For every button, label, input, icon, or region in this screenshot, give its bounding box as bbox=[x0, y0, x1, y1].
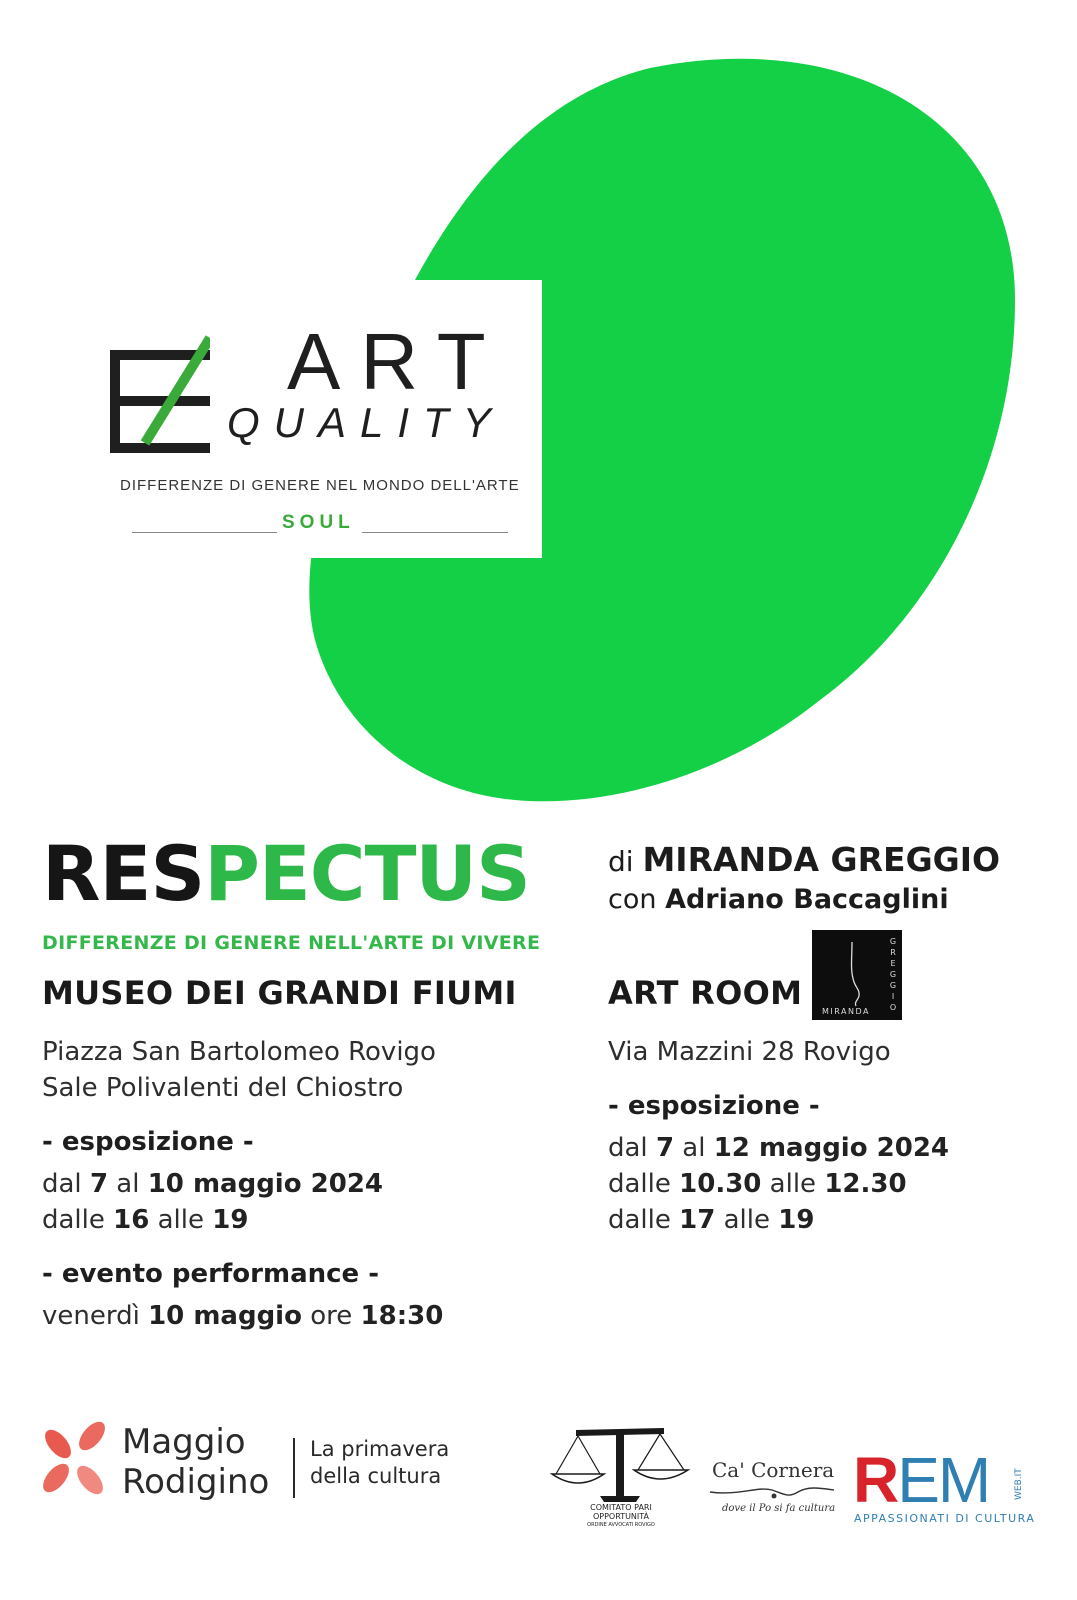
left-venue-name: MUSEO DEI GRANDI FIUMI bbox=[42, 974, 517, 1012]
right-venue-name: ART ROOM bbox=[608, 974, 803, 1012]
right-exhibition-dates bbox=[608, 1130, 949, 1166]
comitato-pari-opportunita-label bbox=[575, 1503, 667, 1530]
date-start: 7 bbox=[89, 1169, 109, 1199]
text-span: dalle bbox=[42, 1205, 114, 1235]
title-part-1: RES bbox=[42, 829, 205, 918]
by-prefix: di bbox=[608, 845, 643, 878]
maggio-rodigino-name bbox=[122, 1422, 269, 1502]
text-span: venerdì bbox=[42, 1301, 149, 1331]
hour-start: 10.30 bbox=[679, 1169, 762, 1199]
text-span: alle bbox=[149, 1205, 213, 1235]
artist-line bbox=[608, 840, 1000, 879]
date-start: 7 bbox=[655, 1133, 675, 1163]
left-exhibition-dates bbox=[42, 1166, 383, 1202]
title-part-2: PECTUS bbox=[204, 829, 530, 918]
e-slash-logo-icon bbox=[110, 328, 210, 453]
rem-em-letters: EM bbox=[897, 1444, 990, 1516]
right-address: Via Mazzini 28 Rovigo bbox=[608, 1037, 891, 1067]
ca-cornera-name: Ca' Cornera bbox=[712, 1458, 835, 1482]
logo-bottom-text: MIRANDA bbox=[822, 1007, 870, 1016]
artist-name: MIRANDA GREGGIO bbox=[642, 840, 1001, 879]
left-address-1: Piazza San Bartolomeo Rovigo bbox=[42, 1037, 436, 1067]
cpo-line-1: COMITATO PARI bbox=[590, 1503, 652, 1512]
river-wave-icon bbox=[708, 1482, 836, 1500]
footer-divider bbox=[293, 1438, 295, 1498]
left-exhibition-hours bbox=[42, 1202, 248, 1238]
with-prefix: con bbox=[608, 884, 666, 915]
text-span: alle bbox=[715, 1205, 779, 1235]
equality-logo bbox=[92, 280, 542, 558]
performance-date: 10 maggio bbox=[148, 1301, 302, 1331]
collaborator-name: Adriano Baccaglini bbox=[665, 884, 949, 915]
event-title bbox=[42, 829, 530, 918]
rem-tagline: APPASSIONATI DI CULTURA bbox=[854, 1512, 1036, 1525]
hour-end: 19 bbox=[778, 1205, 815, 1235]
scales-of-justice-icon bbox=[548, 1424, 692, 1504]
maggio-line-2: Rodigino bbox=[122, 1462, 270, 1502]
hour-end: 12.30 bbox=[824, 1169, 907, 1199]
text-span: dal bbox=[42, 1169, 90, 1199]
hour-start: 17 bbox=[679, 1205, 716, 1235]
miranda-greggio-logo bbox=[812, 930, 902, 1020]
logo-tagline: DIFFERENZE DI GENERE NEL MONDO DELL'ARTE bbox=[120, 477, 520, 494]
rem-r-letter: R bbox=[853, 1444, 898, 1516]
left-exhibition-heading: - esposizione - bbox=[42, 1127, 254, 1157]
text-span: alle bbox=[761, 1169, 825, 1199]
rem-logo-text bbox=[853, 1444, 990, 1516]
text-span: al bbox=[108, 1169, 148, 1199]
cpo-line-2: OPPORTUNITÀ bbox=[592, 1512, 650, 1521]
right-hours-2 bbox=[608, 1202, 814, 1238]
tagline-line-2: della cultura bbox=[310, 1464, 442, 1488]
maggio-rodigino-flower-icon bbox=[36, 1418, 112, 1500]
logo-side-text: GREGGIO bbox=[889, 937, 897, 1012]
left-address-2: Sale Polivalenti del Chiostro bbox=[42, 1073, 404, 1103]
performance-heading: - evento performance - bbox=[42, 1259, 380, 1289]
cpo-line-3: ORDINE AVVOCATI ROVIGO bbox=[587, 1522, 655, 1528]
rem-web-label: WEB.IT bbox=[1014, 1468, 1024, 1500]
tagline-line-1: La primavera bbox=[310, 1437, 450, 1461]
hour-end: 19 bbox=[212, 1205, 249, 1235]
maggio-tagline bbox=[310, 1436, 449, 1490]
text-span: dalle bbox=[608, 1169, 680, 1199]
text-span: ore bbox=[301, 1301, 361, 1331]
text-span: dal bbox=[608, 1133, 656, 1163]
hour-start: 16 bbox=[113, 1205, 150, 1235]
maggio-line-1: Maggio bbox=[122, 1422, 246, 1462]
collaborator-line bbox=[608, 884, 949, 915]
text-span: al bbox=[674, 1133, 714, 1163]
text-span: dalle bbox=[608, 1205, 680, 1235]
ca-cornera-tagline: dove il Po si fa cultura bbox=[722, 1503, 836, 1514]
right-exhibition-heading: - esposizione - bbox=[608, 1091, 820, 1121]
logo-soul-text: SOUL bbox=[282, 512, 355, 533]
date-end: 12 maggio 2024 bbox=[713, 1133, 950, 1163]
right-hours-1 bbox=[608, 1166, 907, 1202]
event-subtitle: DIFFERENZE DI GENERE NELL'ARTE DI VIVERE bbox=[42, 932, 541, 954]
performance-time: 18:30 bbox=[360, 1301, 444, 1331]
date-end: 10 maggio 2024 bbox=[147, 1169, 384, 1199]
logo-soul-line bbox=[132, 512, 508, 538]
logo-art-text: ART bbox=[287, 317, 506, 406]
performance-when bbox=[42, 1298, 443, 1334]
logo-quality-text: QUALITY bbox=[227, 399, 505, 446]
